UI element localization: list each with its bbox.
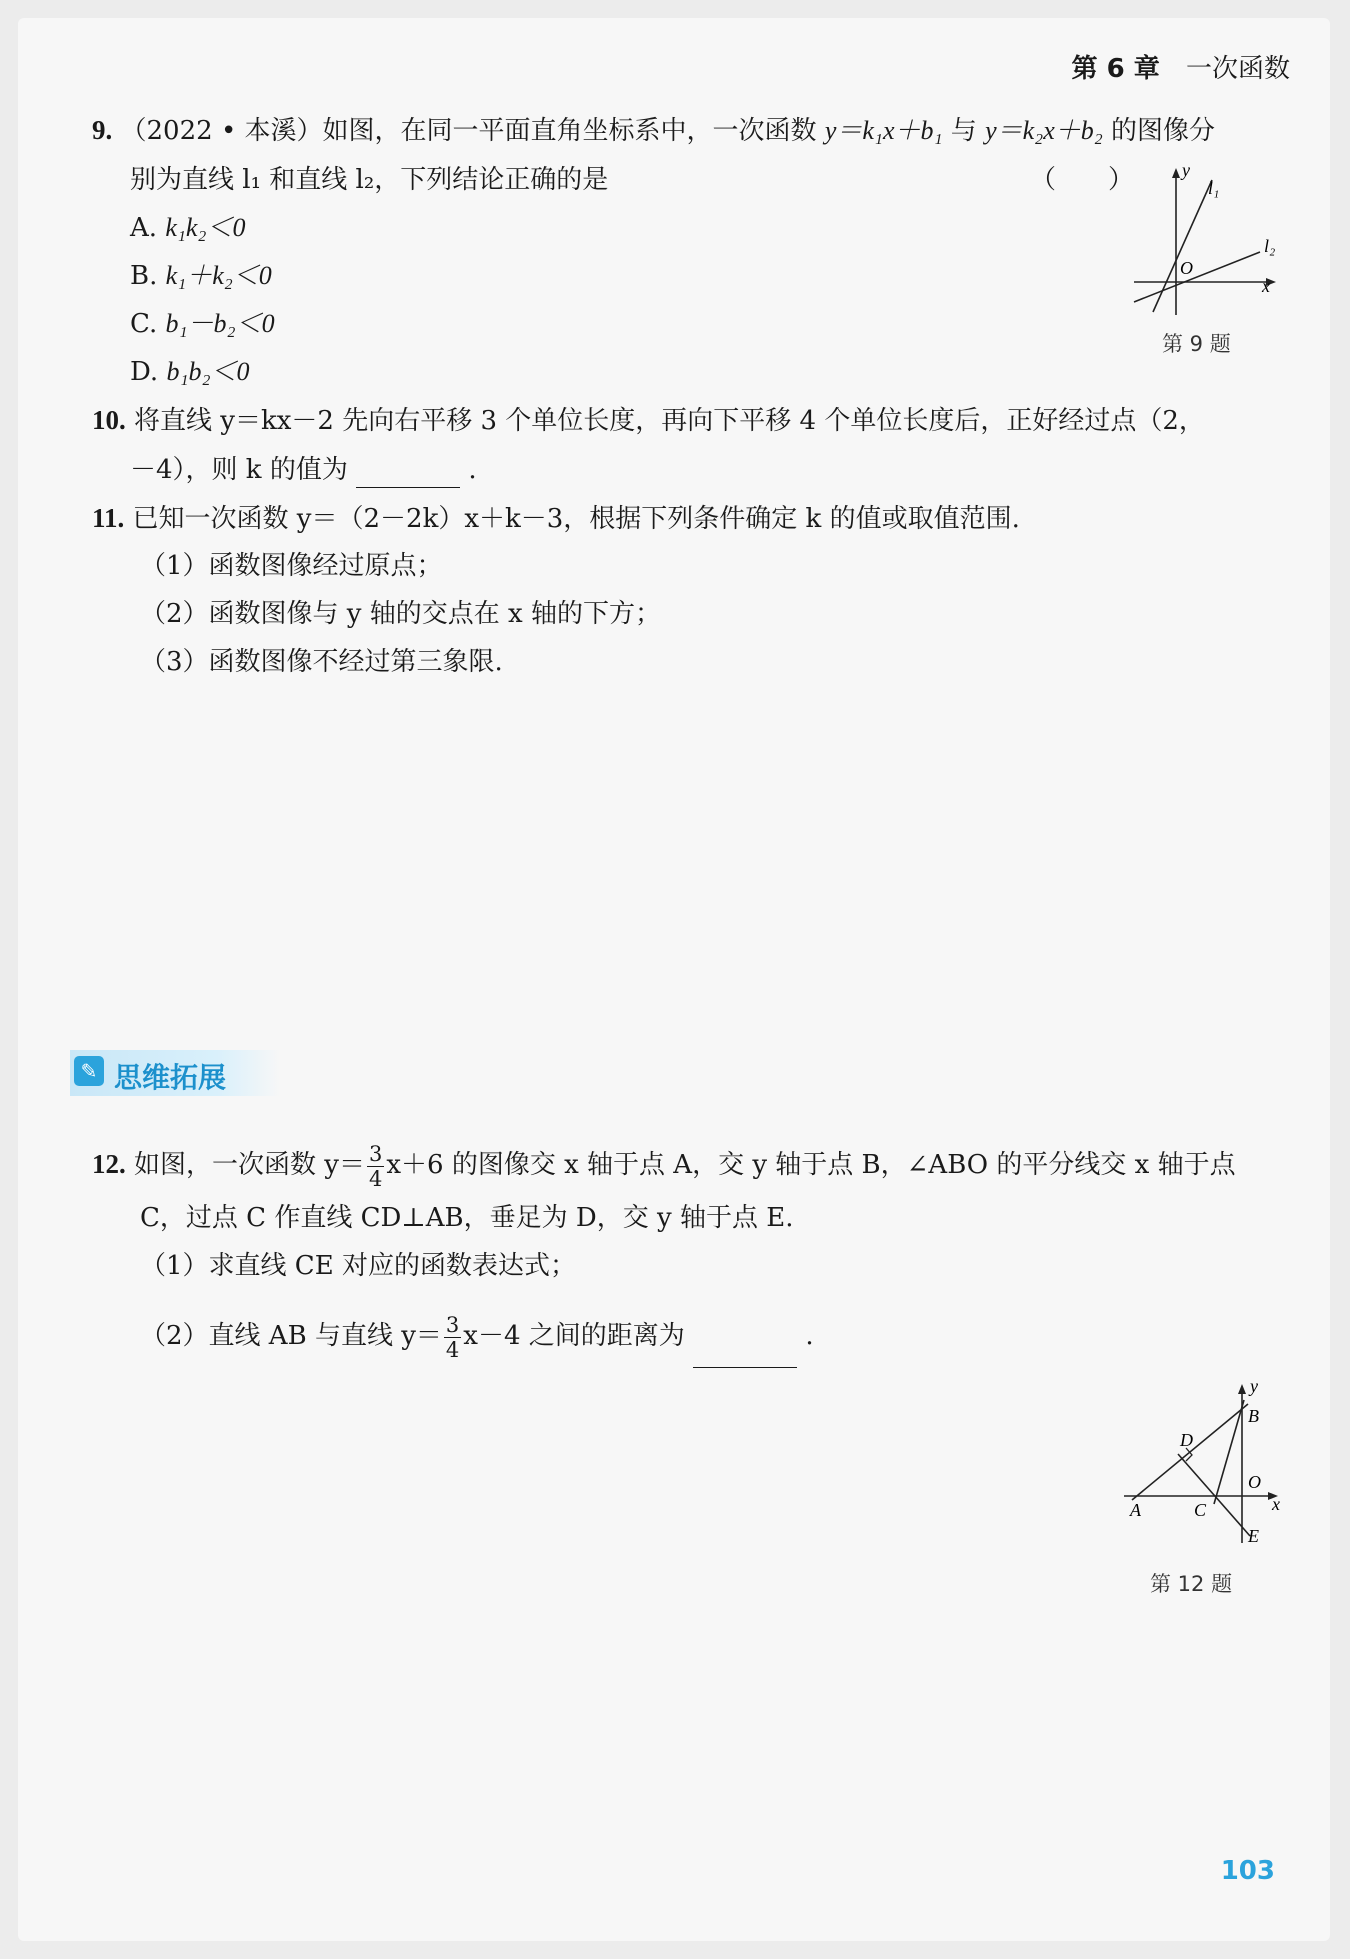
q12-label-b: B [1248, 1406, 1259, 1426]
chapter-header [1072, 48, 1290, 85]
fraction-denominator: 4 [445, 1337, 460, 1362]
option-label: B. [130, 261, 158, 291]
q12-label-e: E [1248, 1526, 1259, 1546]
q12-label-x: x [1272, 1494, 1280, 1514]
q12-bisector-bc [1214, 1400, 1244, 1504]
section-title: 思维拓展 [114, 1061, 227, 1094]
section-pencil-icon: ✎ [74, 1056, 104, 1086]
q11-part-3: （3）函数图像不经过第三象限. [140, 647, 503, 677]
q12-part-1: （1）求直线 CE 对应的函数表达式； [140, 1251, 576, 1281]
q9-label-o: O [1180, 258, 1193, 278]
q9-label-x: x [1262, 276, 1270, 296]
q9-equation-2: y＝k₂x＋b₂ [985, 116, 1103, 145]
q10-end: . [468, 455, 477, 485]
q10-text-2: －4），则 k 的值为 [130, 455, 348, 485]
q9-option-d [130, 354, 250, 390]
chapter-label: 第 6 章 [1071, 54, 1160, 84]
option-label: C. [130, 309, 158, 339]
q10-text-1: 将直线 y＝kx－2 先向右平移 3 个单位长度，再向下平移 4 个单位长度后，正好经过点（2， [134, 406, 1205, 436]
q9-option-b [130, 258, 272, 294]
q9-option-c [130, 306, 275, 342]
q12-figure [1110, 1378, 1290, 1558]
q12-label-d: D [1180, 1430, 1193, 1450]
q12-label-c: C [1194, 1500, 1207, 1520]
q12-label-a: A [1130, 1500, 1141, 1520]
q12-part2-end: . [805, 1321, 814, 1351]
q12-label-y: y [1250, 1378, 1258, 1396]
q9-line1 [92, 112, 1215, 149]
q12-answer-blank[interactable] [693, 1341, 797, 1368]
q9-label-l1: l₁ [1208, 178, 1220, 198]
q11-line1 [92, 500, 1020, 537]
fraction-numerator: 3 [445, 1312, 460, 1337]
q9-option-a [130, 210, 245, 246]
option-text: k₁k₂＜0 [165, 213, 246, 242]
q10-answer-blank[interactable] [356, 461, 460, 488]
q9-label-l2: l₂ [1264, 236, 1276, 256]
option-label: A. [130, 213, 158, 243]
fraction-denominator: 4 [368, 1166, 383, 1191]
q11-part-1: （1）函数图像经过原点； [140, 551, 443, 581]
q10-line2 [130, 452, 477, 488]
q12-line2: C，过点 C 作直线 CD⊥AB，垂足为 D，交 y 轴于点 E. [140, 1203, 794, 1233]
q12-text-suffix: x＋6 的图像交 x 轴于点 A，交 y 轴于点 B，∠ABO 的平分线交 x 轴于点 [386, 1150, 1236, 1180]
q10-number: 10. [92, 405, 126, 435]
q9-answer-paren: （ ） [1030, 165, 1135, 195]
q9-line2: 别为直线 l₁ 和直线 l₂，下列结论正确的是 [130, 165, 609, 195]
section-header [70, 1050, 280, 1096]
q12-part2-fraction [444, 1313, 461, 1362]
q10-line1 [92, 402, 1205, 439]
q9-text-mid: 与 [950, 116, 977, 146]
q9-line-l2 [1134, 252, 1260, 302]
q11-part-2: （2）函数图像与 y 轴的交点在 x 轴的下方； [140, 599, 661, 629]
q12-y-arrow [1238, 1384, 1246, 1394]
q9-figure [1120, 160, 1300, 320]
q12-line1 [92, 1132, 1236, 1196]
q9-figure-caption: 第 9 题 [1162, 332, 1231, 356]
option-text: b₁b₂＜0 [166, 357, 250, 386]
q9-y-arrow [1172, 168, 1180, 178]
option-text: b₁－b₂＜0 [165, 309, 275, 338]
q9-line-l1 [1153, 180, 1212, 312]
q12-part-2 [140, 1304, 814, 1368]
chapter-title: 一次函数 [1185, 54, 1290, 84]
q9-text-suffix: 的图像分 [1111, 116, 1216, 146]
q12-part2-suffix: x－4 之间的距离为 [463, 1321, 685, 1351]
q12-number: 12. [92, 1149, 126, 1179]
q12-figure-caption: 第 12 题 [1150, 1572, 1233, 1596]
q9-label-y: y [1182, 160, 1190, 180]
q12-fraction [367, 1142, 384, 1191]
q12-part2-prefix: （2）直线 AB 与直线 y＝ [140, 1321, 442, 1351]
q12-label-o: O [1248, 1472, 1261, 1492]
option-label: D. [130, 357, 159, 387]
q12-text-prefix: 如图，一次函数 y＝ [134, 1150, 365, 1180]
option-text: k₁＋k₂＜0 [165, 261, 272, 290]
q9-text-prefix: （2022 • 本溪）如图，在同一平面直角坐标系中，一次函数 [120, 116, 817, 146]
q11-text: 已知一次函数 y＝（2－2k）x＋k－3，根据下列条件确定 k 的值或取值范围. [132, 504, 1020, 534]
fraction-numerator: 3 [368, 1141, 383, 1166]
q9-number: 9. [92, 115, 113, 145]
q12-line-ce [1178, 1454, 1250, 1536]
page-number: 103 [1220, 1856, 1275, 1886]
q11-number: 11. [92, 503, 125, 533]
q9-equation-1: y＝k₁x＋b₁ [824, 116, 943, 145]
